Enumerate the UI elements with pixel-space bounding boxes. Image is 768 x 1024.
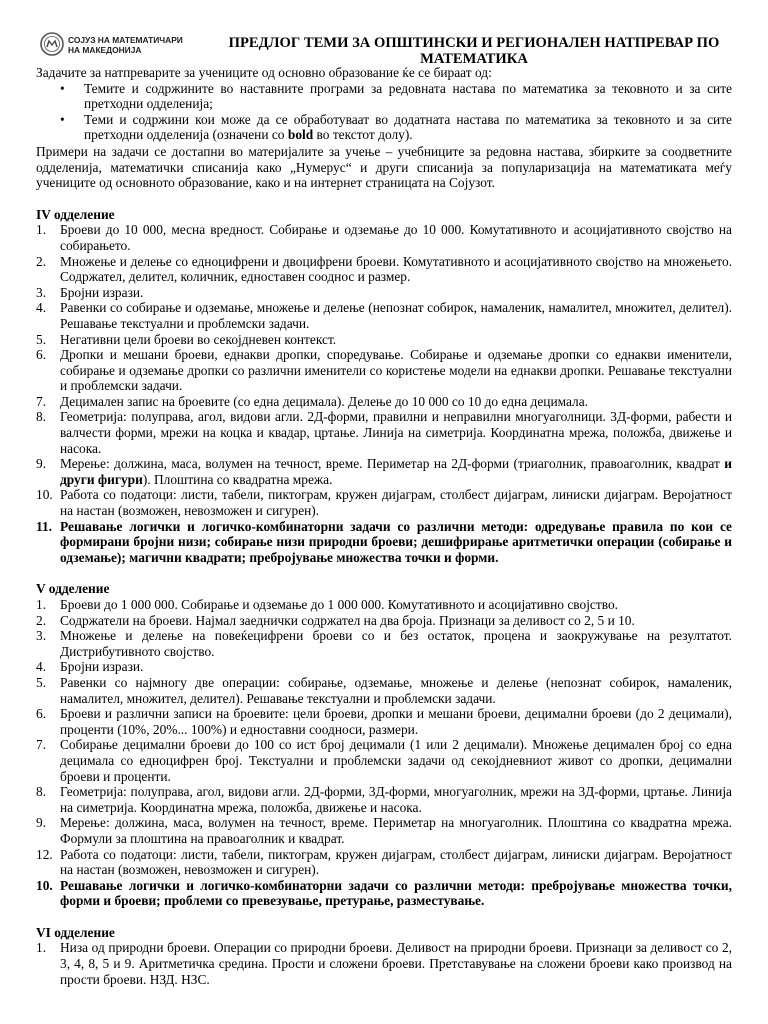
topic-number: 3. (36, 628, 47, 644)
topic-number: 5. (36, 674, 47, 690)
topic-item (36, 737, 732, 784)
intro-bullet (36, 81, 732, 112)
topic-number: 1. (36, 222, 47, 238)
topic-item (36, 659, 732, 675)
topic-text: Равенки со собирање и одземање, множење и делење (непознат собирок, намаленик, намалител, множител, делител). Решавање текстуални и проблемски задачи. (60, 300, 732, 331)
topic-text: Броеви и различни записи на броевите: цели броеви, дропки и мешани броеви, децимални броеви (до 2 децимали), проценти (10%, 20%... 100%) и едноставни соодноси, размери. (60, 706, 732, 737)
topic-item (36, 300, 732, 331)
topic-item (36, 675, 732, 706)
topic-item (36, 285, 732, 301)
topic-text: Броеви до 1 000 000. Собирање и одземање до 1 000 000. Комутативното и асоцијативно својство. (60, 597, 618, 612)
topic-text: Работа со податоци: листи, табели, пиктограм, кружен дијаграм, столбест дијаграм, линиски дијаграм. Веројатност на настан (возможен, невозможен и сигурен). (60, 846, 732, 878)
topic-item (36, 332, 732, 348)
intro-bullets (36, 81, 732, 143)
topic-item (36, 940, 732, 987)
topic-text: Мерење: должина, маса, волумен на течност, време. Периметар на многуаголник. Плоштина со квадратна мрежа. Формули за плоштина на правоаголник и квадрат. (60, 815, 732, 846)
topic-text: Геометрија: полуправа, агол, видови агли. 2Д-форми, 3Д-форми, многуаголник, мрежи на 3Д-форми, цртање. Линија на симетрија. Координатна мрежа, положба, движење и насока. (60, 784, 732, 815)
topic-item (36, 613, 732, 629)
topic-item (36, 254, 732, 285)
topic-text: Содржатели на броеви. Најмал заеднички содржател на два броја. Признаци за деливост со 2, 5 и 10. (60, 612, 635, 628)
topic-text: Броеви до 10 000, месна вредност. Собирање и одземање до 10 000. Комутативното и асоцијативното својство на собирањето. (60, 222, 732, 253)
topic-list (36, 597, 732, 909)
union-name (68, 35, 183, 55)
topic-text-bold: и други фигури (60, 456, 732, 487)
topic-number: 11. (36, 518, 52, 534)
topic-number: 10. (36, 877, 53, 893)
topic-text: Бројни изрази. (60, 659, 144, 675)
topic-list (36, 940, 732, 987)
topic-item (36, 706, 732, 737)
topic-text: Собирање децимални броеви до 100 со ист број децимали (1 или 2 децимали). Множење децимален број со една децимала со едноцифрен број. Текстуални и проблемски задачи од секојдневниот живот со дропки, децимални броеви и проценти. (60, 737, 732, 784)
topic-text: Децимален запис на броевите (со една децимала). Делење до 10 000 со 10 до една децимала. (60, 393, 589, 409)
bullet-icon: • (60, 80, 65, 96)
topic-text: Равенки со најмногу две операции: собирање, одземање, множење и делење (непознат собирок, намаленик, намалител, множител, делител). Решавање текстуални и проблемски задачи. (60, 674, 732, 706)
topic-item (36, 222, 732, 253)
topic-number: 8. (36, 784, 47, 800)
topic-item (36, 815, 732, 846)
topic-text: Геометрија: полуправа, агол, видови агли. 2Д-форми, правилни и неправилни многуаголници. 3Д-форми, рабести и валчести форми, мрежи на коцка и квадар, цртање. Линија на симетрија. Координатна мрежа, положба, движење и насока. (60, 409, 732, 456)
topic-text: Решавање логички и логичко-комбинаторни задачи со различни методи: пребројување множества точки, форми и броеви; проблеми со превезување, претурање, разместување. (60, 877, 732, 909)
topic-item (36, 784, 732, 815)
topic-item (36, 487, 732, 518)
section-title: VI одделение (36, 924, 115, 940)
topic-item (36, 394, 732, 410)
topic-text: Низа од природни броеви. Операции со природни броеви. Деливост на природни броеви. Признаци за деливост со 2, 3, 4, 8, 5 и 9. Аритметичка средина. Прости и сложени броеви. Претставување на сложени броеви како производ на прости броеви. НЗД. НЗС. (60, 940, 732, 987)
topic-number: 6. (36, 706, 47, 722)
intro-bullet (36, 112, 732, 143)
union-logo-icon (40, 32, 64, 56)
topic-number: 6. (36, 347, 47, 363)
bullet-bold-word: bold (287, 127, 314, 143)
topic-item (36, 519, 732, 566)
union-name-line1: СОЈУЗ НА МАТЕМАТИЧАРИ (68, 35, 183, 45)
union-name-line2: НА МАКЕДОНИЈА (68, 45, 142, 55)
topic-number: 7. (36, 393, 47, 409)
topic-text: Мерење: должина, маса, волумен на течност, време. Периметар на 2Д-форми (триаголник, правоаголник, квадрат (60, 456, 720, 472)
topic-number: 4. (36, 300, 47, 316)
section-title: V одделение (36, 581, 110, 597)
topic-text: Решавање логички и логичко-комбинаторни задачи со различни методи: одредување правила по кои се формирани бројни низи; собирање низи природни броеви; дешифрирање аритметички операции (собирање и одземање); магични квадрати; пребројување множества точки и форми. (60, 518, 732, 565)
topic-number: 7. (36, 737, 47, 753)
topic-text-tail: ). Плоштина со квадратна мрежа. (142, 471, 333, 487)
topic-list (36, 222, 732, 565)
title-line2: МАТЕМАТИКА (420, 51, 528, 67)
topic-number: 2. (36, 253, 47, 269)
title-line1: ПРЕДЛОГ ТЕМИ ЗА ОПШТИНСКИ И РЕГИОНАЛЕН НАТПРЕВАР ПО (228, 35, 720, 51)
topic-number: 9. (36, 815, 47, 831)
document-page (36, 32, 732, 987)
topic-number: 4. (36, 659, 47, 675)
topic-item (36, 628, 732, 659)
topic-text: Множење и делење со едноцифрени и двоцифрени броеви. Комутативното и асоцијативното својство на множењето. Содржател, делител, количник, едноставен сооднос и размер. (60, 253, 732, 285)
topic-number: 2. (36, 612, 47, 628)
topic-text: Бројни изрази. (60, 284, 144, 300)
bullet-text: Темите и содржините во наставните програми за редовната настава по математика за тековното и за сите претходни одделенија; (84, 80, 732, 112)
grade-sections (36, 207, 732, 988)
topic-number: 1. (36, 597, 47, 612)
topic-item (36, 347, 732, 394)
topic-number: 10. (36, 487, 53, 503)
intro-paragraph: Примери на задачи се достапни во материјалите за учење – учебниците за редовна настава, збирките за соодветните одделенија, математички списанија како „Нумерус“ и други списанија за популаризација на математиката меѓу учениците од основното образование, како и на интернет страницата на Сојузот. (36, 143, 732, 191)
topic-item (36, 878, 732, 909)
topic-number: 9. (36, 456, 47, 472)
topic-item (36, 409, 732, 456)
bullet-text: Теми и содржини кои може да се обработуваат во додатната настава по математика за тековното и за сите претходни одделенија (означени со (84, 111, 732, 143)
topic-number: 1. (36, 940, 47, 956)
section-title: IV одделение (36, 206, 115, 222)
topic-item (36, 456, 732, 487)
document-header (36, 32, 732, 66)
intro-lead: Задачите за натпреварите за учениците од основно образование ќе се бираат од: (36, 65, 492, 80)
document-title (214, 35, 734, 67)
bullet-icon: • (60, 111, 65, 127)
topic-item (36, 597, 732, 613)
topic-number: 12. (36, 846, 53, 862)
topic-item (36, 847, 732, 878)
topic-text: Дропки и мешани броеви, еднакви дропки, споредување. Собирање и одземање дропки со еднакви именители, собирање и одземање дропки со различни именители со користење модели на еднакви дропки. Решавање текстуални и проблемски задачи. (60, 347, 732, 394)
topic-text: Работа со податоци: листи, табели, пиктограм, кружен дијаграм, столбест дијаграм, линиски дијаграм. Веројатност на настан (возможен, невозможен и сигурен). (60, 487, 732, 519)
topic-number: 5. (36, 331, 47, 347)
topic-text: Множење и делење на повеќецифрени броеви со и без остаток, процена и заокружување на резултатот. Дистрибутивното својство. (60, 628, 732, 659)
bullet-text-tail: во текстот долу). (316, 127, 413, 143)
topic-text: Негативни цели броеви во секојдневен контекст. (60, 331, 337, 347)
topic-number: 3. (36, 284, 47, 300)
topic-number: 8. (36, 409, 47, 425)
